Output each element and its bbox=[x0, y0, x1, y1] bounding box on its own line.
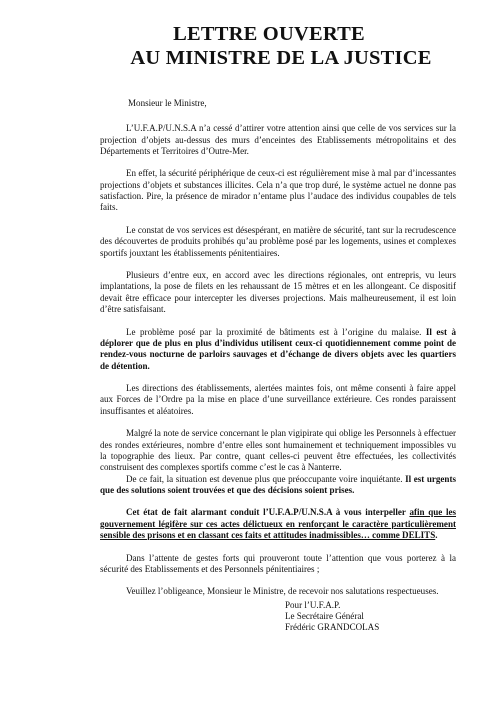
paragraph-1: L’U.F.A.P/U.N.S.A n’a cessé d’attirer votre attention ainsi que celle de vos services sur la projection d’objets au-dessus des murs d’enceintes des Etablissements métropolitains et des Départements et Territoires d’Outre-Mer. bbox=[100, 123, 456, 156]
paragraph-8-end: . bbox=[435, 529, 438, 540]
paragraph-7-continued bbox=[100, 474, 456, 497]
paragraph-5 bbox=[100, 327, 456, 372]
signature-line-2: Le Secrétaire Général bbox=[285, 611, 364, 621]
title-line-2: AU MINISTRE DE LA JUSTICE bbox=[130, 47, 432, 69]
paragraph-5-emphasis: Il est à déplorer que de plus en plus d’individus utilisent ceux-ci quotidiennement comme point de rendez-vous nocturne de parloirs sauvages et d’échange de divers objets avec les quartiers de détention. bbox=[100, 326, 456, 371]
paragraph-6: Les directions des établissements, alertées maintes fois, ont même consenti à faire appel aux Forces de l’Ordre pa la mise en place d’une surveillance extérieure. Ces rondes paraissent insuffisantes et aléatoires. bbox=[100, 383, 456, 416]
paragraph-8-text: Cet état de fait alarmant conduit l’U.F.A.P/U.N.S.A à vous interpeller bbox=[126, 507, 410, 518]
paragraph-7-text: De ce fait, la situation est devenue plus que préoccupante voire inquiétante. bbox=[126, 473, 406, 484]
paragraph-7-emphasis: Il est urgents que des solutions soient trouvées et que des décisions soient prises. bbox=[100, 473, 456, 495]
title-line-1: LETTRE OUVERTE bbox=[173, 23, 365, 45]
paragraph-3: Le constat de vos services est désespérant, en matière de sécurité, tant sur la recrudescence des découvertes de produits prohibés qu’au problème posé par les logements, usines et complexes sportifs jouxtant les établissements pénitentiaires. bbox=[100, 224, 456, 258]
paragraph-10: Veuillez l’obligeance, Monsieur le Ministre, de recevoir nos salutations respectueuses. bbox=[126, 586, 439, 597]
paragraph-8 bbox=[100, 507, 456, 541]
signature-line-3: Frédéric GRANDCOLAS bbox=[285, 622, 380, 632]
letter-title bbox=[0, 22, 500, 70]
letter-body bbox=[100, 98, 456, 609]
signature-block bbox=[285, 600, 379, 633]
greeting: Monsieur le Ministre, bbox=[128, 98, 207, 108]
paragraph-8-underlined: afin que les gouvernement légifère sur ces actes délictueux en renforçant le caractère particulièrement sensible des prisons et en classant ces faits et attitudes inadmissibles… comme DELITS bbox=[100, 507, 457, 540]
signature-line-1: Pour l’U.F.A.P. bbox=[285, 600, 341, 610]
paragraph-7: Malgré la note de service concernant le plan vigipirate qui oblige les Personnels à effectuer des rondes extérieures, nombre d’entre elles sont humainement et techniquement impossibles vu la topographie des lieux. Par contre, quant celles-ci peuvent être effectuées, les collectivités construisent des complexes sportifs comme c’est le cas à Nanterre. bbox=[100, 428, 456, 473]
paragraph-5-text: Le problème posé par la proximité de bâtiments est à l’origine du malaise. bbox=[126, 326, 426, 337]
paragraph-4: Plusieurs d’entre eux, en accord avec les directions régionales, ont entrepris, vu leurs implantations, la pose de filets en les rehaussant de 15 mètres et en les allongeant. Ce dispositif devait être efficace pour intercepter les diverses projections. Mais malheureusement, il est loin d’être satisfaisant. bbox=[100, 270, 456, 315]
paragraph-2: En effet, la sécurité périphérique de ceux-ci est régulièrement mise à mal par d’incessantes projections d’objets et substances illicites. Cela n’a que trop duré, le système actuel ne donne pas satisfaction. Pire, la présence de mirador n’entame plus l’audace des individus coupables de tels faits. bbox=[100, 168, 456, 213]
paragraph-9: Dans l’attente de gestes forts qui prouveront toute l’attention que vous porterez à la sécurité des Etablissements et des Personnels pénitentiaires ; bbox=[100, 552, 456, 574]
